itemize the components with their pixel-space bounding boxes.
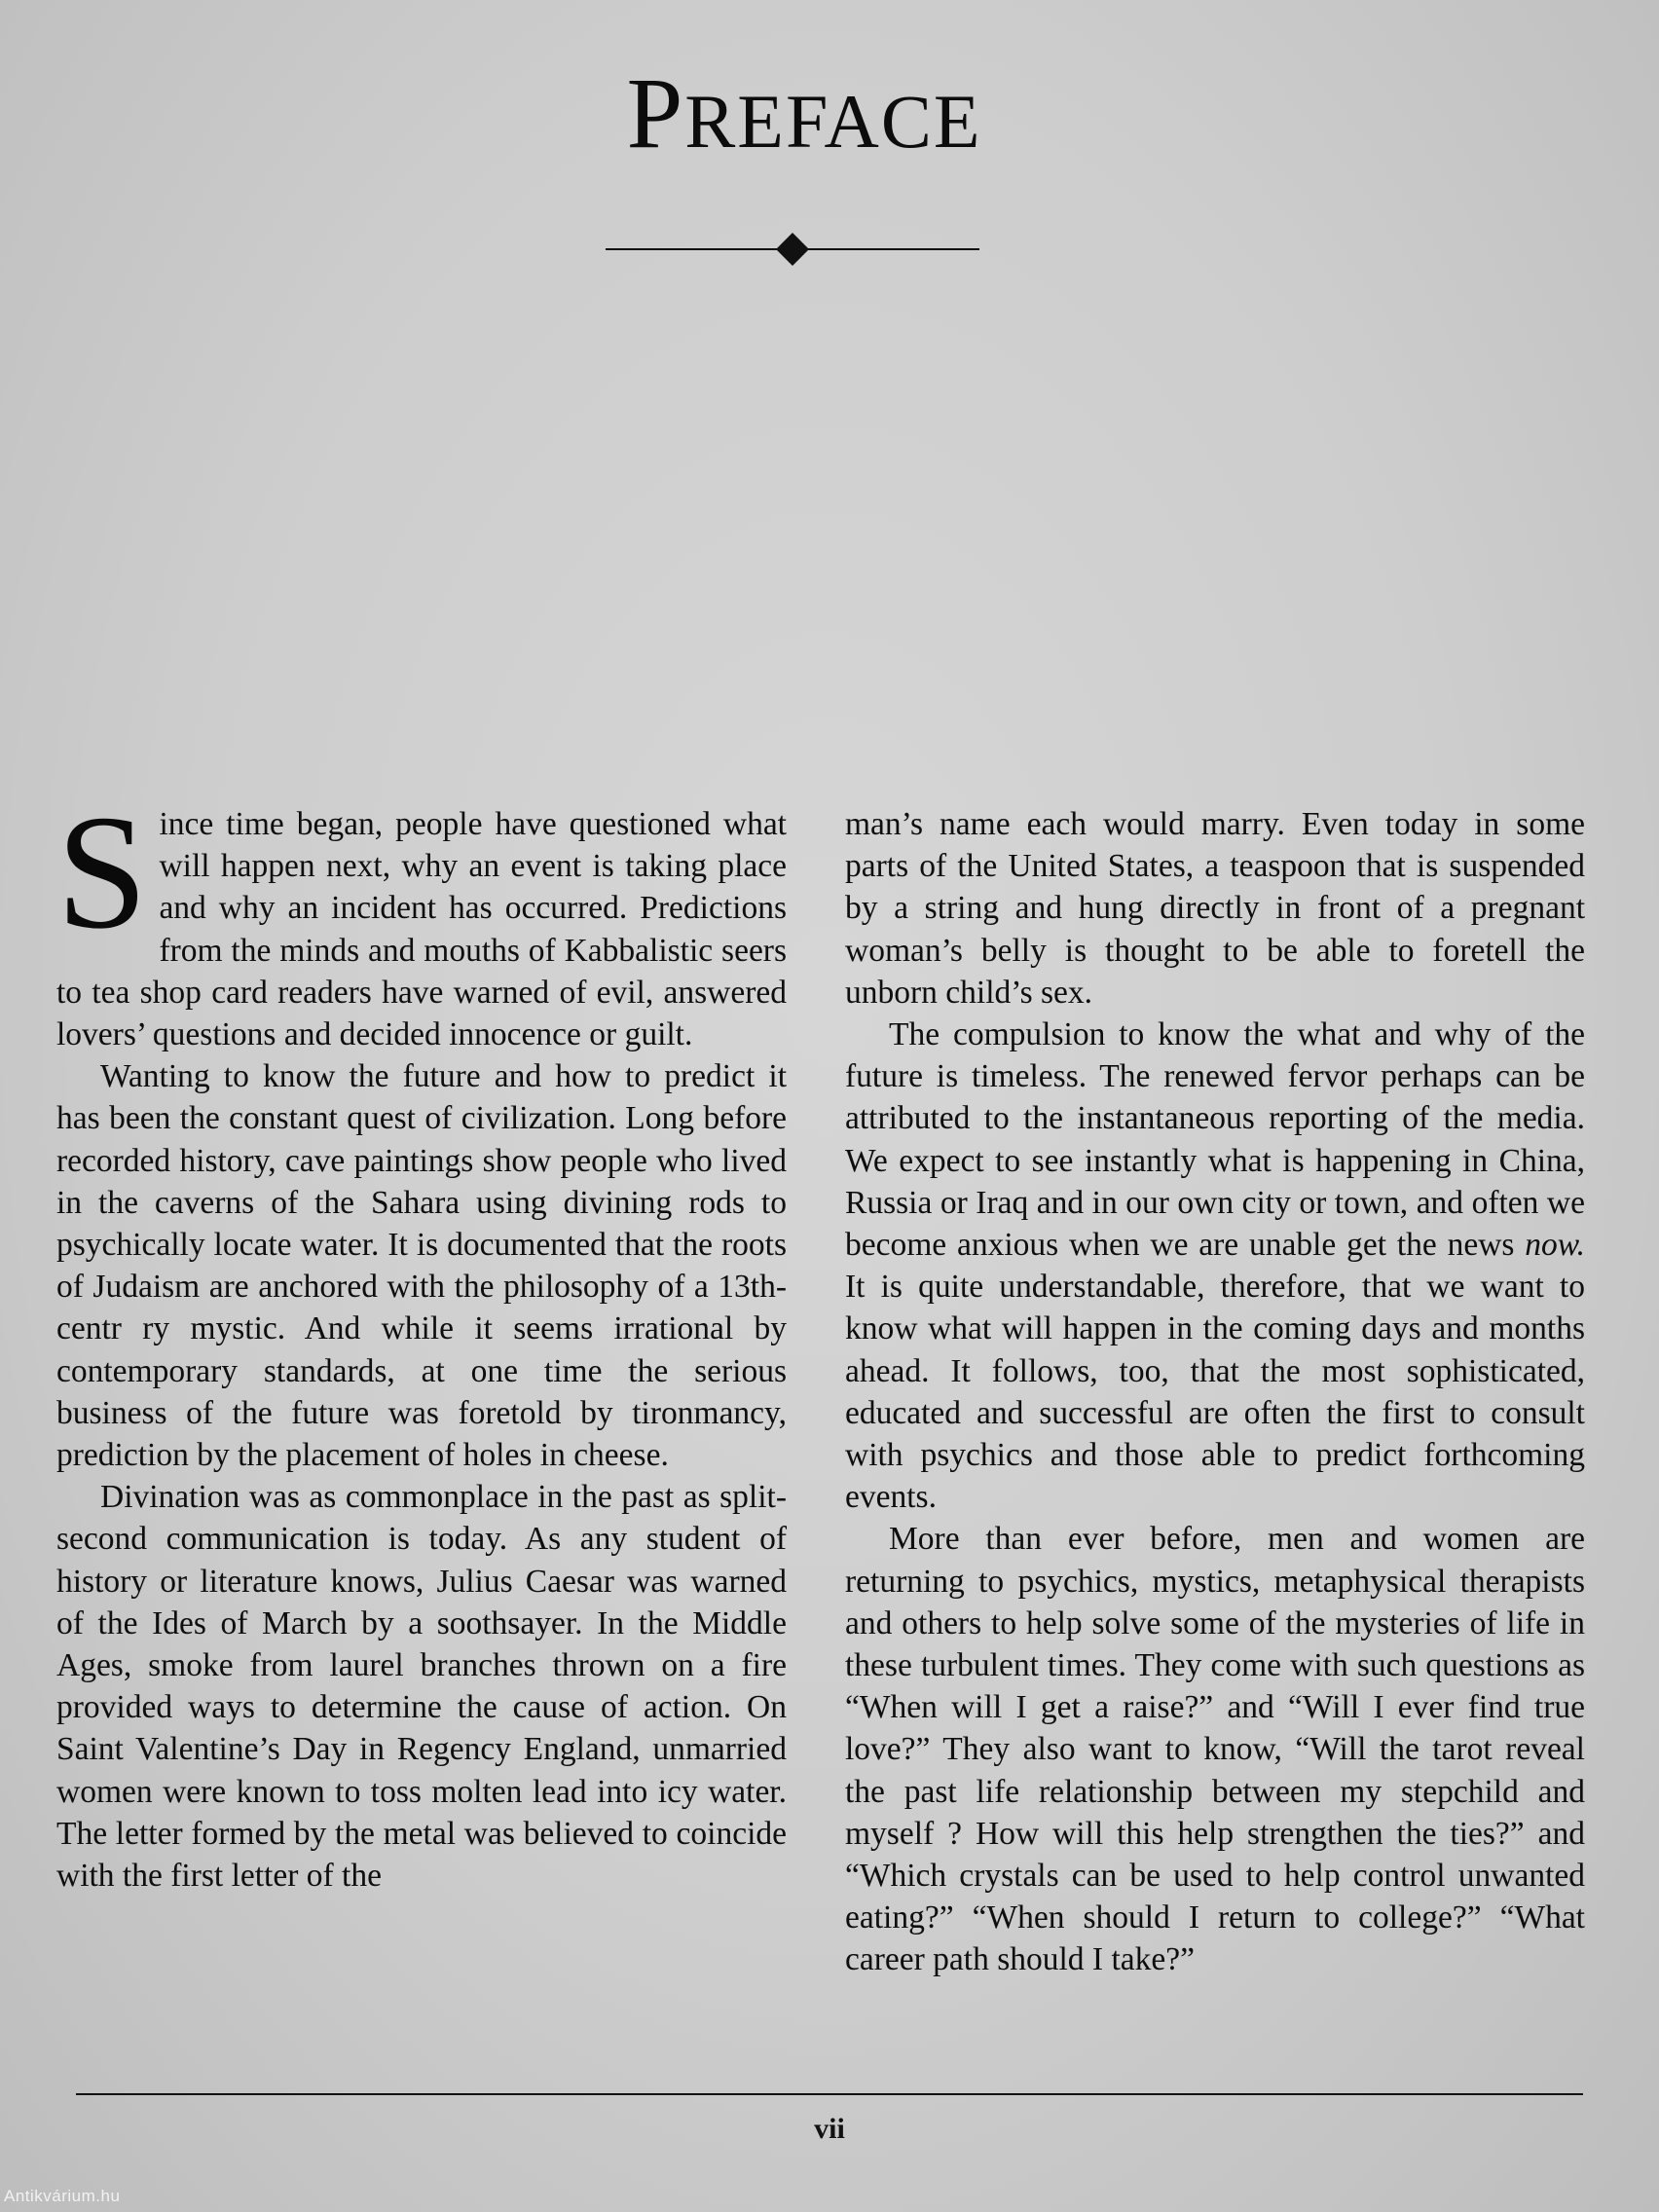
drop-cap: S [56,782,148,963]
ornament-line-left [606,248,783,250]
paragraph-text: The compulsion to know the what and why of the future is timeless. The renewed fervor perhaps can be attributed to the instantaneous reporting of the media. We expect to see instantly what is happening in China, Russia or Iraq and in our own city or town, and often we become anxious when we are unable get the news [845,1016,1585,1264]
paragraph: More than ever before, men and women are returning to psychics, mystics, metaphysical therapists and others to help solve some of the mysteries of life in these turbulent times. They come with such questions as “When will I get a raise?” and “Will I ever find true love?” They also want to know, “Will the tarot reveal the past life relationship between my stepchild and myself ? How will this help strengthen the ties?” and “Which crystals can be used to help control unwanted eating?” “When should I return to college?” “What career path should I take?” [845,1521,1585,1978]
paragraph-text: It is quite understandable, therefore, that we want to know what will happen in the coming days and months ahead. It follows, too, that the most sophisticated, educated and successful are often the first to consult with psychics and those able to predict forthcoming events. [845,1269,1585,1516]
paragraph [845,1014,1585,1518]
page-number: vii [814,2113,845,2145]
emphasis-text: now. [1525,1227,1585,1264]
paragraph-text: ince time began, people have questioned what will happen next, why an event is taking place and why an incident has occurred. Predictions from the minds and mouths of Kabbalistic seers to tea shop card readers have warned of evil, answered lovers’ questions and decided innocence or guilt. [56,806,787,1053]
title-initial: P [626,57,685,169]
left-column [56,782,787,1897]
page-title [0,57,1608,175]
paragraph: Wanting to know the future and how to predict it has been the constant quest of civilization. Long before recorded history, cave paintings show people who lived in the caverns of the Sahara using divining rods to psychically locate water. It is documented that the roots of Judaism are anchored with the philosophy of a 13th-centr ry mystic. And while it seems irrational by contemporary standards, at one time the serious business of the future was foretold by tironmancy, prediction by the placement of holes in cheese. [56,1058,787,1474]
right-column [845,803,1585,1981]
ornament-line-right [802,248,979,250]
title-ornament [606,232,979,267]
footer-rule [76,2093,1583,2095]
paragraph: man’s name each would marry. Even today in some parts of the United States, a teaspoon that is suspended by a string and hung directly in front of a pregnant woman’s belly is thought to be able to foretell the unborn child’s sex. [845,806,1585,1011]
paragraph: Divination was as commonplace in the past as split-second communication is today. As any student of history or literature knows, Julius Caesar was warned of the Ides of March by a soothsayer. In the Middle Ages, smoke from laurel branches thrown on a fire provided ways to determine the cause of action. On Saint Valentine’s Day in Regency England, unmarried women were known to toss molten lead into icy water. The letter formed by the metal was believed to coincide with the first letter of the [56,1479,787,1895]
paragraph [56,782,787,1055]
watermark: Antikvárium.hu [4,2187,121,2205]
title-rest: REFACE [684,79,982,164]
